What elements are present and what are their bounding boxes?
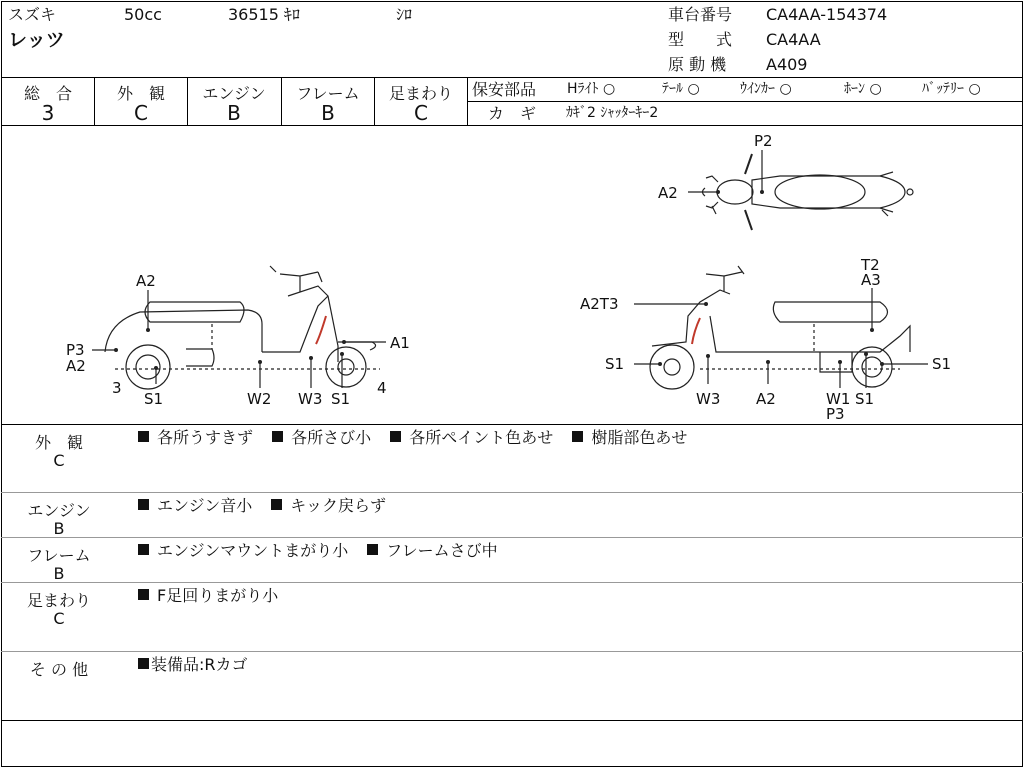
key-label: カ ギ [488,104,537,123]
section-label-suspension: 足まわり [26,591,91,610]
section-divider [1,492,1023,493]
section-divider [1,582,1023,583]
model-name: レッツ [8,29,65,51]
label-a2: A2 [66,357,86,375]
section-label-frame: フレーム [27,546,91,565]
label-w2: W2 [247,390,272,408]
label-a3: A3 [861,271,881,289]
remark-item: 装備品:Rカゴ [151,655,248,674]
grade-divider [467,77,468,125]
safety-item-mark: ○ [687,81,700,97]
exterior-label: 外 観 [116,84,165,103]
diagram-bottom [1,424,1023,425]
label-s1: S1 [932,355,952,373]
section-grade-engine: B [53,519,65,538]
safety-item-mark: ○ [869,81,882,97]
safety-item-name: ｳｲﾝｶｰ [740,81,775,97]
exterior-grade: C [134,101,148,125]
remark-item: エンジンマウントまがり小 [157,541,349,560]
scooter-top-view [703,154,914,230]
section-grade-exterior: C [53,451,65,470]
engine-grade-label: エンジン [202,84,266,103]
bullet-square [138,431,149,442]
scooter-diagram [0,126,1024,424]
remark-item: 各所さび小 [291,428,372,447]
safety-item-mark: ○ [602,81,616,97]
overall-label: 総 合 [23,84,72,103]
mileage: 36515 ｷﾛ [228,5,300,24]
remark-item: フレームさび中 [386,541,498,560]
section-label-exterior: 外 観 [34,433,83,452]
color: ｼﾛ [396,5,413,24]
label-4: 4 [377,379,387,397]
safety-item-mark: ○ [968,81,981,97]
grade-table-top [1,77,1023,78]
key-value: ｶｷﾞ2 ｼｬｯﾀｰｷｰ2 [566,105,659,121]
label-s1: S1 [605,355,625,373]
label-s1: S1 [331,390,351,408]
frame-grade: B [321,101,335,125]
frame-grade-label: フレーム [296,84,360,103]
bullet-square [138,499,149,510]
section-items-frame [138,543,512,559]
safety-label: 保安部品 [472,80,537,99]
suspension-grade: C [414,101,428,125]
remark-item: エンジン音小 [157,496,253,515]
section-divider [1,537,1023,538]
safety-item-battery [922,82,981,96]
remark-item: 各所ペイント色あせ [409,428,554,447]
displacement: 50cc [124,5,162,24]
overall-grade: 3 [41,101,55,125]
remark-item: 各所うすきず [157,428,254,447]
label-t2: T2 [861,256,880,274]
section-items-suspension [138,588,292,604]
label-w3: W3 [696,390,721,408]
remark-item: キック戻らず [290,496,386,515]
section-label-other: そ の 他 [29,660,89,679]
label-a2: A2 [136,272,156,290]
safety-item-mark: ○ [779,81,792,97]
engine-grade: B [227,101,241,125]
safety-item-name: ﾎｰﾝ [844,81,865,97]
bullet-square [390,431,401,442]
model-label: 型 式 [668,30,733,49]
safety-item-headlight [567,82,615,96]
label-s1: S1 [855,390,875,408]
safety-item-horn [844,82,882,96]
label-a2t3: A2T3 [580,295,619,313]
bullet-square [572,431,583,442]
label-s1: S1 [144,390,164,408]
label-3: 3 [112,379,122,397]
label-w1: W1 [826,390,851,408]
bullet-square [138,589,149,600]
safety-item-name: ﾃｰﾙ [662,81,683,97]
label-a2: A2 [658,184,678,202]
label-a2: A2 [756,390,776,408]
section-items-exterior [138,430,701,446]
section-grade-suspension: C [53,609,65,628]
safety-item-name: ﾊﾞｯﾃﾘｰ [922,81,964,97]
safety-item-tail [662,82,700,96]
safety-item-winker [740,82,792,96]
bullet-square [138,544,149,555]
label-w3: W3 [298,390,323,408]
maker: スズキ [8,5,57,24]
section-label-engine: エンジン [27,501,91,520]
safety-item-name: Hﾗｲﾄ [567,81,599,97]
label-p3: P3 [66,341,85,359]
safety-divider [467,101,1023,102]
section-divider [1,651,1023,652]
label-p3: P3 [826,405,845,423]
bullet-square [272,431,283,442]
sheet-bottom-divider [1,720,1023,721]
bullet-square [271,499,282,510]
remark-item: F足回りまがり小 [157,586,279,605]
section-items-other [138,657,262,673]
label-a1: A1 [390,334,410,352]
leader-dots [114,190,884,370]
bullet-square [138,658,149,669]
engine-code: A409 [766,55,808,74]
bullet-square [367,544,378,555]
model-code: CA4AA [766,30,821,49]
frame-no: CA4AA-154374 [766,5,888,24]
suspension-label: 足まわり [388,84,453,103]
frame-no-label: 車台番号 [668,5,733,24]
engine-label: 原 動 機 [668,55,727,74]
section-grade-frame: B [53,564,65,583]
remark-item: 樹脂部色あせ [591,428,688,447]
section-items-engine [138,498,400,514]
label-p2: P2 [754,132,773,150]
